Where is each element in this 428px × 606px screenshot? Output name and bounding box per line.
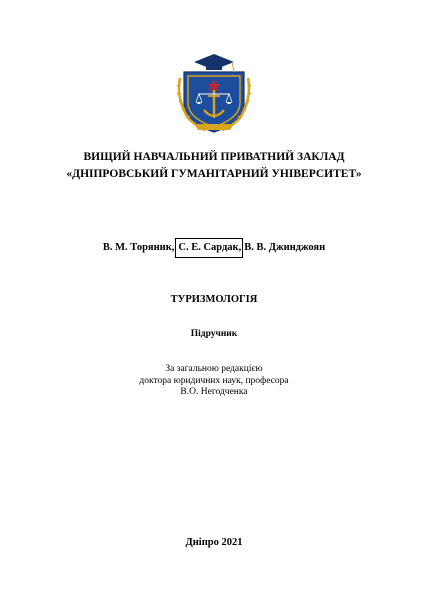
- editor-line-1: За загальною редакцією: [165, 364, 263, 374]
- institution-line-2: «ДНІПРОВСЬКИЙ ГУМАНІТАРНИЙ УНІВЕРСИТЕТ»: [66, 168, 362, 180]
- authors-line: [0, 238, 428, 258]
- author-3: В. В. Джинджоян: [244, 242, 326, 253]
- university-crest-icon: [176, 52, 252, 134]
- book-title: ТУРИЗМОЛОГІЯ: [170, 294, 258, 305]
- imprint: Дніпро 2021: [185, 537, 243, 548]
- editor-line-3: В.О. Негодченка: [180, 387, 248, 397]
- author-2-highlighted: С. Е. Сардак,: [175, 238, 243, 258]
- institution-line-1: ВИЩИЙ НАВЧАЛЬНИЙ ПРИВАТНИЙ ЗАКЛАД: [83, 151, 345, 163]
- book-type: Підручник: [190, 329, 238, 339]
- editor-line-2: доктора юридичних наук, професора: [139, 376, 289, 386]
- author-1: В. М. Торяник,: [102, 242, 175, 253]
